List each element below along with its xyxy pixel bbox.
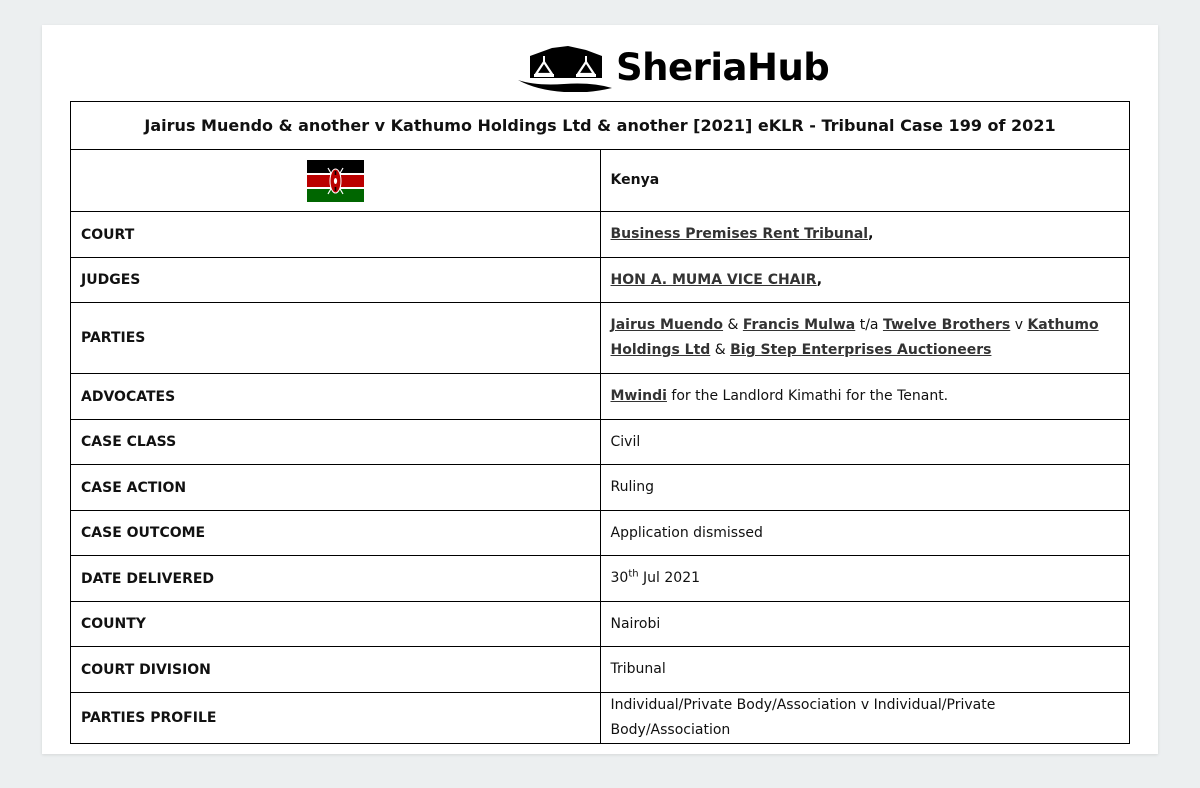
party-separator: v: [1010, 317, 1028, 333]
parties-value: [600, 303, 1130, 374]
case-title: Jairus Muendo & another v Kathumo Holdings Ltd & another [2021] eKLR - Tribunal Case 199 of 2021: [71, 102, 1130, 150]
court-division-value: Tribunal: [600, 647, 1130, 693]
case-action-value: Ruling: [600, 465, 1130, 511]
party-separator: &: [723, 317, 743, 333]
title-row: [71, 102, 1130, 150]
party-separator: &: [710, 342, 731, 358]
scales-boat-icon: [516, 44, 614, 92]
judges-suffix: ,: [816, 271, 823, 288]
case-outcome-row: [71, 511, 1130, 556]
court-row: [71, 212, 1130, 258]
advocate-link-mwindi[interactable]: Mwindi: [610, 388, 667, 404]
party-link-francis-mulwa[interactable]: Francis Mulwa: [742, 317, 856, 333]
case-action-row: [71, 465, 1130, 511]
advocates-text: for the Landlord Kimathi for the Tenant.: [666, 388, 949, 404]
advocates-value: [600, 374, 1130, 420]
sheriahub-logo[interactable]: [516, 44, 829, 92]
case-class-label: CASE CLASS: [71, 420, 601, 465]
county-row: [71, 602, 1130, 647]
judges-row: [71, 258, 1130, 303]
case-class-value: Civil: [600, 420, 1130, 465]
flag-cell: [71, 150, 601, 212]
county-value: Nairobi: [600, 602, 1130, 647]
parties-label: PARTIES: [71, 303, 601, 374]
country-row: [71, 150, 1130, 212]
parties-profile-value: Individual/Private Body/Association v Individual/Private Body/Association: [600, 693, 1130, 744]
case-metadata-table: [70, 101, 1130, 744]
court-suffix: ,: [868, 226, 874, 242]
country-value: Kenya: [600, 150, 1130, 212]
court-label: COURT: [71, 212, 601, 258]
judges-value: [600, 258, 1130, 303]
date-month-year: Jul 2021: [638, 570, 701, 586]
date-ordinal: th: [628, 568, 639, 580]
date-delivered-value: [600, 556, 1130, 602]
judges-label: JUDGES: [71, 258, 601, 303]
county-label: COUNTY: [71, 602, 601, 647]
date-day: 30: [610, 570, 629, 586]
party-link-kathumo-holdings[interactable]: Kathumo Holdings Ltd: [610, 317, 1099, 358]
court-division-label: COURT DIVISION: [71, 647, 601, 693]
case-class-row: [71, 420, 1130, 465]
case-outcome-label: CASE OUTCOME: [71, 511, 601, 556]
date-delivered-label: DATE DELIVERED: [71, 556, 601, 602]
case-outcome-value: Application dismissed: [600, 511, 1130, 556]
court-value: [600, 212, 1130, 258]
court-link[interactable]: Business Premises Rent Tribunal: [610, 226, 869, 242]
party-separator: t/a: [855, 317, 883, 333]
parties-profile-label: PARTIES PROFILE: [71, 693, 601, 744]
advocates-row: [71, 374, 1130, 420]
parties-profile-row: [71, 693, 1130, 744]
advocates-label: ADVOCATES: [71, 374, 601, 420]
kenya-flag-icon: [307, 160, 364, 202]
party-link-jairus-muendo[interactable]: Jairus Muendo: [610, 317, 724, 333]
party-link-twelve-brothers[interactable]: Twelve Brothers: [882, 317, 1011, 333]
parties-row: [71, 303, 1130, 374]
judge-link[interactable]: HON A. MUMA VICE CHAIR: [610, 271, 817, 288]
date-delivered-row: [71, 556, 1130, 602]
brand-name: SheriaHub: [616, 46, 830, 89]
case-action-label: CASE ACTION: [71, 465, 601, 511]
court-division-row: [71, 647, 1130, 693]
party-link-big-step-auctioneers[interactable]: Big Step Enterprises Auctioneers: [730, 342, 992, 358]
